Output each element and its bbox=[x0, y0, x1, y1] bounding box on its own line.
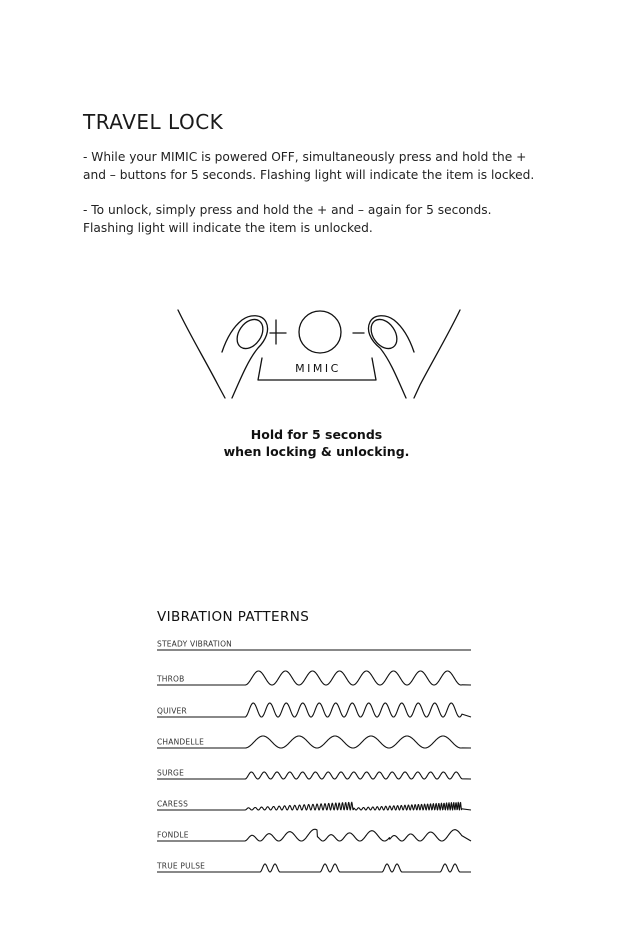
lock-instructions bbox=[83, 148, 583, 184]
pattern-label: CHANDELLE bbox=[157, 737, 205, 747]
vibration-patterns-chart bbox=[150, 630, 480, 885]
pattern-row-true-pulse bbox=[156, 862, 471, 873]
pattern-waveform bbox=[157, 799, 471, 810]
pattern-row-quiver bbox=[157, 703, 471, 717]
pattern-waveform bbox=[157, 829, 471, 841]
right-hand-outline bbox=[414, 310, 460, 398]
hold-caption-line-2: when locking & unlocking. bbox=[223, 444, 410, 459]
pattern-row-surge bbox=[157, 769, 471, 780]
pattern-waveform bbox=[157, 736, 471, 748]
center-button-icon bbox=[299, 311, 341, 353]
pattern-label: THROB bbox=[157, 674, 185, 684]
pattern-label: QUIVER bbox=[157, 706, 187, 716]
pattern-row-steady-vibration bbox=[157, 640, 471, 651]
pattern-row-throb bbox=[156, 671, 471, 685]
pattern-label: CARESS bbox=[157, 799, 189, 809]
pattern-row-caress bbox=[157, 800, 471, 811]
left-hand-outline bbox=[178, 310, 225, 398]
hands-pressing-buttons-illustration bbox=[170, 300, 470, 405]
unlock-instructions-line-1: - To unlock, simply press and hold the + and – again for 5 seconds. bbox=[83, 203, 492, 217]
lock-instructions-line-1: - While your MIMIC is powered OFF, simultaneously press and hold the + bbox=[83, 150, 527, 164]
vibration-patterns-title: VIBRATION PATTERNS bbox=[157, 609, 310, 625]
lock-instructions-line-2: and – buttons for 5 seconds. Flashing light will indicate the item is locked. bbox=[83, 168, 535, 182]
pattern-row-fondle bbox=[157, 829, 471, 841]
pattern-label: STEADY VIBRATION bbox=[157, 639, 232, 649]
left-finger-outline bbox=[222, 316, 268, 398]
pattern-row-chandelle bbox=[157, 736, 471, 748]
right-finger-outline bbox=[368, 316, 414, 398]
pattern-label: FONDLE bbox=[157, 830, 189, 840]
left-fingernail-icon bbox=[232, 315, 268, 354]
plus-button-icon bbox=[270, 320, 286, 344]
pattern-label: SURGE bbox=[157, 768, 185, 778]
pattern-waveform bbox=[157, 703, 471, 717]
pattern-waveform bbox=[157, 772, 471, 779]
unlock-instructions bbox=[83, 201, 583, 237]
page-title: TRAVEL LOCK bbox=[83, 110, 224, 134]
unlock-instructions-line-2: Flashing light will indicate the item is unlocked. bbox=[83, 221, 373, 235]
pattern-label: TRUE PULSE bbox=[157, 861, 206, 871]
hold-caption bbox=[0, 426, 633, 460]
hold-caption-line-1: Hold for 5 seconds bbox=[250, 427, 383, 442]
device-label: MIMIC bbox=[295, 362, 341, 375]
pattern-waveform bbox=[157, 671, 471, 685]
